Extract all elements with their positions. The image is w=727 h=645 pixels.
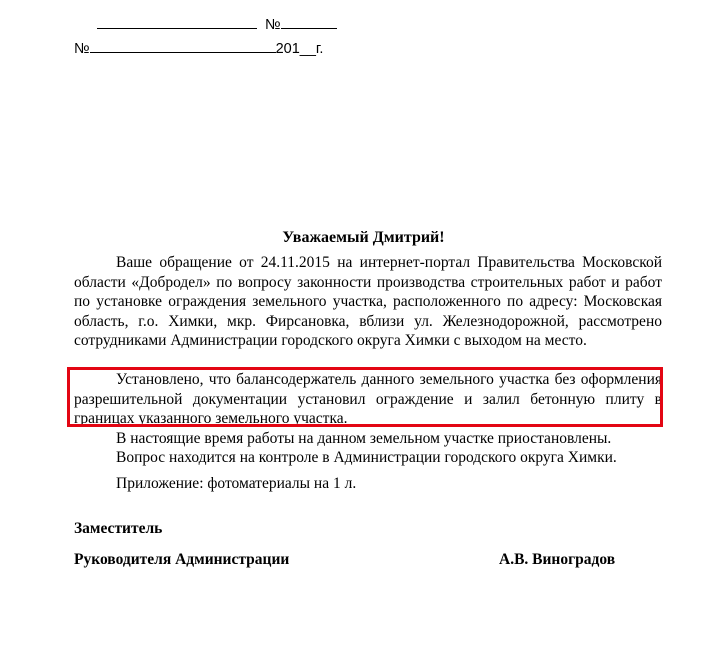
year-field: 201__г. <box>275 41 324 57</box>
incoming-number-blank <box>90 37 276 53</box>
greeting <box>0 229 727 247</box>
date-blank <box>97 13 257 29</box>
paragraph-findings-text: Установлено, что балансодержатель данного земельного участка без оформления разрешительной документации установил ограждение и залил бетонную плиту в границах указанного земельного участка. <box>74 371 662 428</box>
greeting-text: Уважаемый Дмитрий! <box>282 229 445 246</box>
signatory-title-line-1: Заместитель <box>74 520 163 537</box>
paragraph-control <box>74 448 662 468</box>
red-highlight-frame <box>67 367 663 427</box>
signatory-name: А.В. Виноградов <box>499 551 616 568</box>
paragraph-attachment-text: Приложение: фотоматериалы на 1 л. <box>116 475 357 492</box>
number-blank <box>281 13 337 29</box>
incoming-number-sign: № <box>74 41 90 57</box>
paragraph-suspended <box>74 429 662 449</box>
paragraph-appeal-text: Ваше обращение от 24.11.2015 на интернет-портал Правительства Московской области «Добродел» по вопросу законности производства строительных работ и работ по установке ограждения земельного участка, расположенного по адресу: Московская область, г.о. Химки, мкр. Фирсановка, вблизи ул. Железнодорожной, рассмотрено сотрудниками Администрации городского округа Химки с выходом на место. <box>74 254 662 350</box>
registration-line-1 <box>97 13 337 33</box>
paragraph-suspended-text: В настоящие время работы на данном земельном участке приостановлены. <box>116 430 612 447</box>
registration-number-sign: № <box>265 17 281 33</box>
paragraph-control-text: Вопрос находится на контроле в Администрации городского округа Химки. <box>116 449 617 466</box>
registration-line-2 <box>74 37 323 57</box>
signatory-title-line-2: Руководителя Администрации <box>74 551 290 568</box>
paragraph-appeal <box>74 253 662 351</box>
paragraph-attachment <box>74 474 662 494</box>
